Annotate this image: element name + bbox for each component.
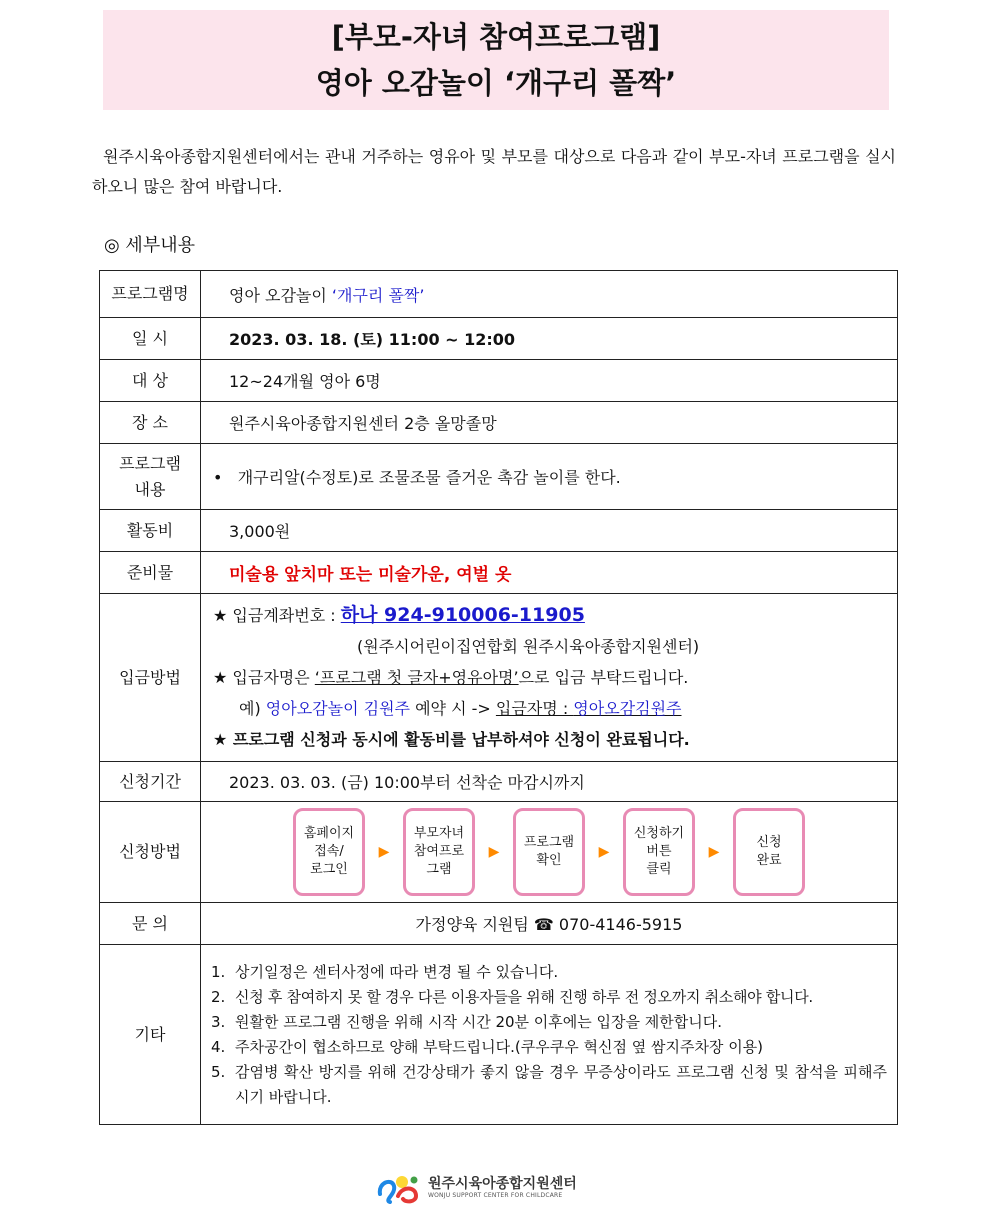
payment-name-rule [213, 662, 897, 693]
example-prefix: 예) [239, 699, 266, 718]
section-heading: ◎ 세부내용 [104, 235, 195, 256]
row-contact [100, 903, 898, 945]
step-line: 로그인 [310, 862, 348, 877]
arrow-right-icon: ▶ [708, 844, 720, 860]
value-schedule: 2023. 03. 18. (토) 11:00 ~ 12:00 [201, 318, 898, 360]
notice-text: 프로그램 신청과 동시에 활동비를 납부하셔야 신청이 완료됩니다. [227, 730, 690, 749]
star-icon: ★ [213, 730, 228, 749]
name-rule-quote: ‘프로그램 첫 글자+영유아명’ [314, 668, 519, 687]
item-text: 주차공간이 협소하므로 양해 부탁드립니다.(쿠우쿠우 혁신점 옆 쌈지주차장 이용) [235, 1037, 764, 1056]
list-item [211, 1035, 887, 1060]
step-line: 접속/ [314, 844, 344, 859]
row-target [100, 360, 898, 402]
step-homepage-login [293, 808, 365, 896]
arrow-right-icon: ▶ [598, 844, 610, 860]
label-content-line1: 프로그램 [119, 453, 181, 473]
row-supplies [100, 552, 898, 594]
account-holder: (원주시어린이집연합회 원주시육아종합지원센터) [357, 637, 700, 656]
row-content [100, 444, 898, 510]
etc-list [201, 948, 897, 1122]
value-payment [201, 594, 898, 762]
label-method: 신청방법 [100, 802, 201, 903]
step-line: 참여프로 [413, 844, 465, 859]
org-name-en: WONJU SUPPORT CENTER FOR CHILDCARE [428, 1192, 563, 1199]
label-content [100, 444, 201, 510]
step-line: 부모자녀 [413, 826, 465, 841]
step-complete [733, 808, 805, 896]
value-period: 2023. 03. 03. (금) 10:00부터 선착순 마감시까지 [201, 762, 898, 802]
label-period: 신청기간 [100, 762, 201, 802]
star-icon: ★ [213, 606, 228, 625]
footer-text [428, 1176, 577, 1200]
row-schedule [100, 318, 898, 360]
example-result-wrap [496, 699, 682, 718]
step-line: 신청 [756, 835, 782, 850]
row-period [100, 762, 898, 802]
item-num: 4. [211, 1037, 226, 1056]
payment-example [213, 693, 897, 724]
application-flow [201, 802, 897, 902]
program-name-highlight: ‘개구리 폴짝’ [331, 285, 425, 305]
label-schedule: 일 시 [100, 318, 201, 360]
item-text: 상기일정은 센터사정에 따라 변경 될 수 있습니다. [235, 962, 559, 981]
footer-logo [376, 1172, 577, 1204]
name-rule-prefix: 입금자명은 [227, 668, 315, 687]
row-fee [100, 510, 898, 552]
name-rule-suffix: 으로 입금 부탁드립니다. [518, 668, 689, 687]
step-line: 프로그램 [523, 835, 575, 850]
row-method [100, 802, 898, 903]
account-number: 하나 924-910006-11905 [340, 604, 585, 626]
title-line-2: 영아 오감놀이 ‘개구리 폴짝’ [315, 66, 677, 100]
arrow-right-icon: ▶ [378, 844, 390, 860]
list-item [211, 1010, 887, 1035]
label-payment: 입금방법 [100, 594, 201, 762]
row-program-name [100, 271, 898, 318]
payment-notice [213, 724, 897, 755]
label-fee: 활동비 [100, 510, 201, 552]
value-content [201, 444, 898, 510]
value-place: 원주시육아종합지원센터 2층 올망졸망 [201, 402, 898, 444]
step-line: 홈페이지 [303, 826, 355, 841]
value-etc [201, 945, 898, 1125]
intro-paragraph [92, 142, 896, 202]
arrow-right-icon: ▶ [488, 844, 500, 860]
value-fee: 3,000원 [201, 510, 898, 552]
list-item [211, 1060, 887, 1110]
star-icon: ★ [213, 668, 228, 687]
example-label: 입금자명 : [495, 699, 574, 718]
step-line: 그램 [426, 862, 452, 877]
step-line: 확인 [536, 853, 562, 868]
title-banner [103, 10, 889, 110]
value-target: 12~24개월 영아 6명 [201, 360, 898, 402]
content-text: 개구리알(수정토)로 조물조물 즐거운 촉감 놀이를 한다. [237, 468, 621, 487]
example-result: 영아오감김원주 [573, 699, 682, 718]
label-place: 장 소 [100, 402, 201, 444]
step-line: 버튼 [646, 844, 672, 859]
org-name: 원주시육아종합지원센터 [428, 1176, 577, 1192]
step-parent-child-program [403, 808, 475, 896]
program-name-prefix: 영아 오감놀이 [229, 285, 332, 305]
item-num: 3. [211, 1012, 226, 1031]
label-supplies: 준비물 [100, 552, 201, 594]
item-num: 2. [211, 987, 226, 1006]
row-place [100, 402, 898, 444]
value-contact: 가정양육 지원팀 ☎ 070-4146-5915 [201, 903, 898, 945]
label-contact: 문 의 [100, 903, 201, 945]
payment-account-line [213, 600, 897, 631]
example-name: 영아오감놀이 김원주 [265, 699, 410, 718]
row-payment [100, 594, 898, 762]
example-mid: 예약 시 -> [410, 699, 496, 718]
list-item [211, 985, 887, 1010]
item-text: 감염병 확산 방지를 위해 건강상태가 좋지 않을 경우 무증상이라도 프로그램 신청 및 참석을 피해주시기 바랍니다. [235, 1062, 887, 1106]
label-etc: 기타 [100, 945, 201, 1125]
label-content-line2: 내용 [134, 479, 166, 499]
intro-text: 원주시육아종합지원센터에서는 관내 거주하는 영유아 및 부모를 대상으로 다음과 같이 부모-자녀 프로그램을 실시하오니 많은 참여 바랍니다. [92, 147, 896, 196]
item-num: 1. [211, 962, 226, 981]
list-item [211, 960, 887, 985]
center-logo-icon [376, 1172, 422, 1204]
label-program-name: 프로그램명 [100, 271, 201, 318]
step-apply-button [623, 808, 695, 896]
label-target: 대 상 [100, 360, 201, 402]
item-num: 5. [211, 1062, 226, 1081]
item-text: 신청 후 참여하지 못 할 경우 다른 이용자들을 위해 진행 하루 전 정오까지 취소해야 합니다. [235, 987, 813, 1006]
step-line: 클릭 [646, 862, 672, 877]
bullet: • [213, 468, 223, 487]
item-text: 원활한 프로그램 진행을 위해 시작 시간 20분 이후에는 입장을 제한합니다. [235, 1012, 722, 1031]
step-line: 완료 [756, 853, 782, 868]
step-line: 신청하기 [633, 826, 685, 841]
row-etc [100, 945, 898, 1125]
value-supplies: 미술용 앞치마 또는 미술가운, 여벌 옷 [201, 552, 898, 594]
step-program-check [513, 808, 585, 896]
account-label: 입금계좌번호 : [227, 606, 341, 625]
title-line-1: [부모-자녀 참여프로그램] [331, 20, 661, 54]
value-program-name [201, 271, 898, 318]
details-table [99, 270, 898, 1125]
value-method [201, 802, 898, 903]
